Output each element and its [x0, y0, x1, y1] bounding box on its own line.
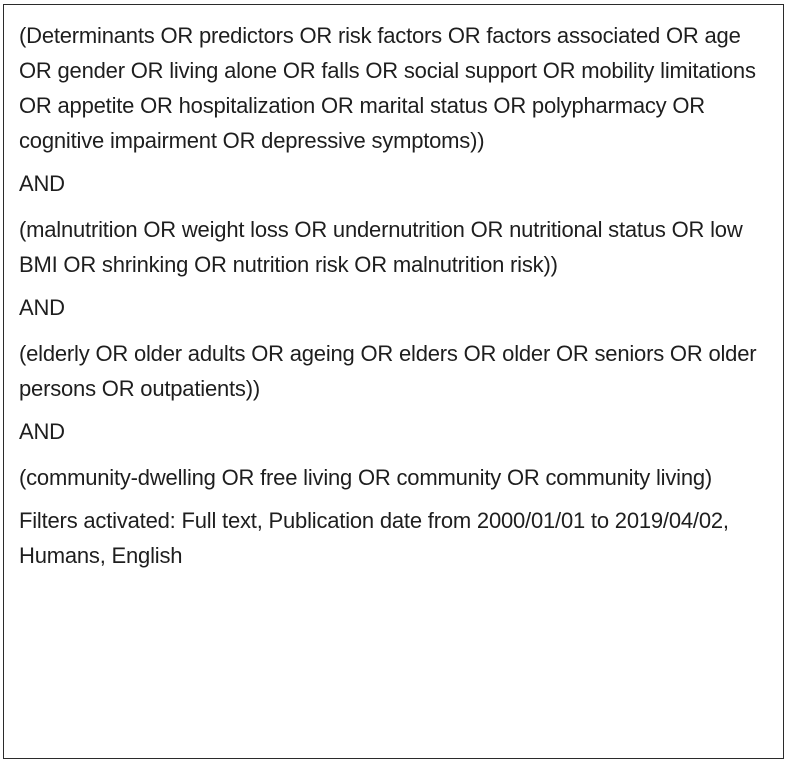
- population-terms: (elderly OR older adults OR ageing OR elders OR older OR seniors OR older persons OR outpatients)): [19, 341, 757, 401]
- filters-text: Filters activated: Full text, Publication date from 2000/01/01 to 2019/04/02, Humans, English: [19, 508, 729, 568]
- search-strategy-box: [3, 4, 784, 759]
- and-operator-1: AND: [19, 171, 65, 196]
- determinants-terms: (Determinants OR predictors OR risk factors OR factors associated OR age OR gender OR living alone OR falls OR social support OR mobility limitations OR appetite OR hospitalization OR marital status OR polypharmacy OR cognitive impairment OR depressive symptoms)): [19, 23, 756, 153]
- setting-terms: (community-dwelling OR free living OR community OR community living): [19, 465, 713, 490]
- and-operator-2: AND: [19, 295, 65, 320]
- and-operator-3: AND: [19, 419, 65, 444]
- malnutrition-terms: (malnutrition OR weight loss OR undernutrition OR nutritional status OR low BMI OR shrinking OR nutrition risk OR malnutrition risk)): [19, 217, 743, 277]
- search-strategy-content: [4, 5, 783, 573]
